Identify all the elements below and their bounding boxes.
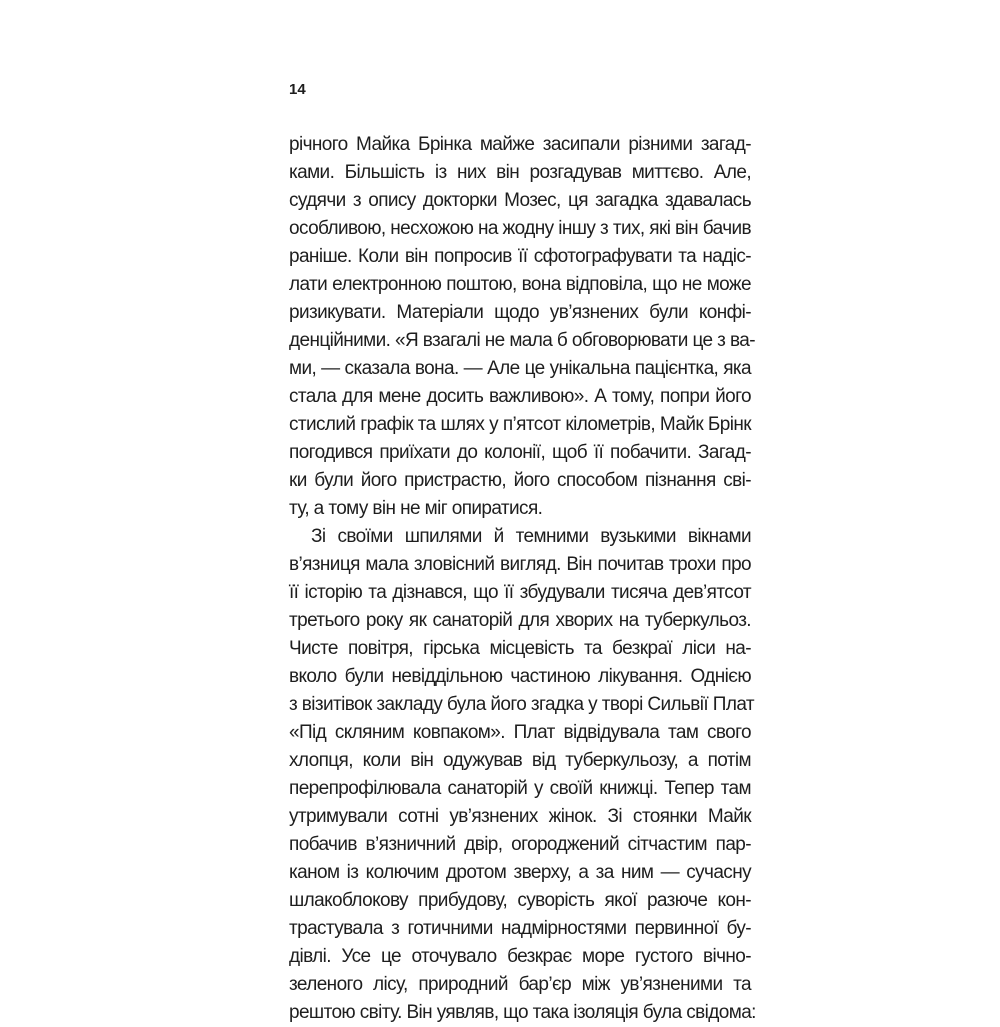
text-line: денційними. «Я взагалі не мала б обговорювати це з ва-	[289, 330, 755, 351]
text-line: лати електронною поштою, вона відповіла, що не може	[289, 274, 751, 295]
text-line: утримували сотні ув’язнених жінок. Зі стоянки Майк	[289, 806, 751, 827]
text-line: особливою, несхожою на жодну іншу з тих, які він бачив	[289, 218, 751, 239]
paragraph	[289, 131, 755, 523]
text-line: Зі своїми шпилями й темними вузькими вікнами	[311, 526, 751, 547]
text-line: погодився приїхати до колонії, щоб її побачити. Загад-	[289, 442, 751, 463]
text-line: ризикувати. Матеріали щодо ув’язнених були конфі-	[289, 302, 751, 323]
text-line: шлакоблокову прибудову, суворість якої разюче кон-	[289, 890, 751, 911]
text-line: в’язниця мала зловісний вигляд. Він почитав трохи про	[289, 554, 751, 575]
text-line: ми, — сказала вона. — Але це унікальна пацієнтка, яка	[289, 358, 751, 379]
text-line: зеленого лісу, природний бар’єр між ув’язненими та	[289, 974, 751, 995]
page-number: 14	[289, 81, 306, 98]
text-line: третього року як санаторій для хворих на туберкульоз.	[289, 610, 751, 631]
text-line: вколо були невіддільною частиною лікування. Однією	[289, 666, 751, 687]
text-line: рештою світу. Він уявляв, що така ізоляція була свідома:	[289, 1002, 756, 1023]
text-line: з візитівок закладу була його згадка у творі Сильвії Плат	[289, 694, 754, 715]
text-line: хлопця, коли він одужував від туберкульозу, а потім	[289, 750, 751, 771]
text-line: Чисте повітря, гірська місцевість та безкраї ліси на-	[289, 638, 751, 659]
text-line: стислий графік та шлях у п’ятсот кілометрів, Майк Брінк	[289, 414, 751, 435]
paragraph	[289, 523, 756, 1027]
text-line: річного Майка Брінка майже засипали різними загад-	[289, 134, 751, 155]
text-line: судячи з опису докторки Мозес, ця загадка здавалась	[289, 190, 751, 211]
body-text	[289, 131, 756, 1027]
text-line: ки були його пристрастю, його способом пізнання сві-	[289, 470, 751, 491]
text-line: побачив в’язничний двір, огороджений сітчастим пар-	[289, 834, 751, 855]
text-line: раніше. Коли він попросив її сфотографувати та надіс-	[289, 246, 751, 267]
text-line: трастувала з готичними надмірностями первинної бу-	[289, 918, 751, 939]
text-line: дівлі. Усе це оточувало безкрає море густого вічно-	[289, 946, 751, 967]
text-line: каном із колючим дротом зверху, а за ним — сучасну	[289, 862, 751, 883]
text-line: ту, а тому він не міг опиратися.	[289, 498, 543, 519]
text-line: «Під скляним ковпаком». Плат відвідувала там свого	[289, 722, 751, 743]
text-line: ками. Більшість із них він розгадував миттєво. Але,	[289, 162, 751, 183]
text-line: перепрофілювала санаторій у своїй книжці. Тепер там	[289, 778, 751, 799]
text-line: стала для мене досить важливою». А тому, попри його	[289, 386, 751, 407]
text-line: її історію та дізнався, що її збудували тисяча дев’ятсот	[289, 582, 751, 603]
